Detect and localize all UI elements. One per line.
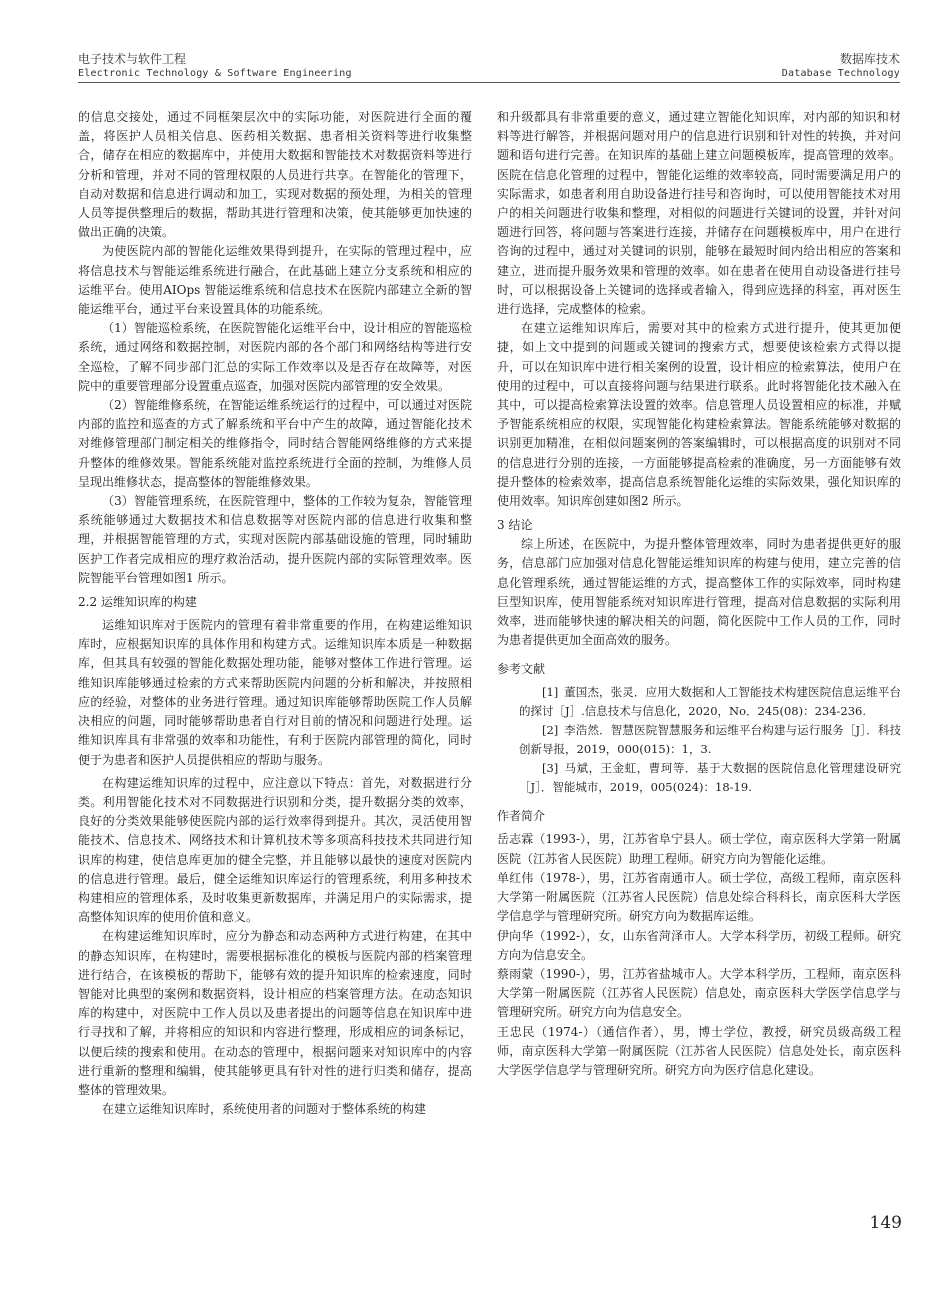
reference-item (497, 759, 901, 797)
reference-text: 马斌，王金虹，曹珂等．基于大数据的医院信息化管理建设研究［J］．智能城市，2019，005(024)：18-19. (519, 761, 901, 795)
author-bio: 岳志霖（1993-），男，江苏省阜宁县人。硕士学位，南京医科大学第一附属医院（江苏省人民医院）助理工程师。研究方向为智能化运维。 (497, 832, 901, 866)
paragraph: 运维知识库对于医院内的管理有着非常重要的作用，在构建运维知识库时，应根据知识库的具体作用和构建方式。运维知识库本质是一种数据库，但其具有较强的智能化数据处理功能，能够对整体工作进行管理。运维知识库能够通过检索的方式来帮助医院内问题的分析和解决，并按照相应的经验，对整体的业务进行管理。通过知识库能够帮助医院工作人员解决相应的问题，同时能够帮助患者自行对目前的情况和问题进行处理。运维知识库具有非常强的效率和功能性，有利于医院内部管理的简化，同时便于为患者和医护人员提供相应的帮助与服务。 (78, 618, 472, 767)
author-bio: 王忠民（1974-）（通信作者），男，博士学位，教授，研究员级高级工程师，南京医科大学第一附属医院（江苏省人民医院）信息处处长，南京医科大学医学信息学与管理研究所。研究方向为医疗信息化建设。 (497, 1024, 901, 1077)
section-title-en: Database Technology (781, 68, 900, 79)
author-bio: 蔡雨蒙（1990-），男，江苏省盐城市人。大学本科学历，工程师，南京医科大学第一附属医院（江苏省人民医院）信息处，南京医科大学医学信息学与管理研究所。研究方向为信息安全。 (497, 966, 901, 1020)
reference-item (497, 721, 901, 759)
paragraph: 和升级都具有非常重要的意义，通过建立智能化知识库，对内部的知识和材料等进行解答，并根据问题对用户的信息进行识别和针对性的转换，并对问题和语句进行完善。在知识库的基础上建立问题模板库，提高管理的效率。医院在信息化管理的过程中，智能化运维的效率较高，同时需要满足用户的实际需求，如患者利用自助设备进行挂号和咨询时，可以使用智能技术对用户的相关问题进行收集和整理，对相似的问题进行关键词的设置，并针对问题进行回答，将问题与答案进行连接，并储存在问题模板库中，用户在进行咨询的过程中，通过对关键词的识别，能够在最短时间内给出相应的答案和建立，进而提升服务效果和管理的效率。如在患者在使用自动设备进行挂号时，可以根据设备上关键词的选择或者输入，得到应选择的科室，再对医生进行选择，完成整体的检索。 (497, 110, 901, 317)
paragraph: 在建立运维知识库时，系统使用者的问题对于整体系统的构建 (102, 1102, 427, 1117)
section-heading: 2.2 运维知识库的构建 (78, 595, 197, 610)
paragraph: 在建立运维知识库后，需要对其中的检索方式进行提升，使其更加便捷，如上文中提到的问题或关键词的搜索方式，想要使该检索方式得以提升，可以在知识库中进行相关案例的设置，设计相应的检索算法，使用户在使用的过程中，可以直接将问题与结果进行联系。此时将智能化技术融入在其中，可以提高检索算法设置的效率。信息管理人员设置相应的标准，并赋予智能系统相应的权限，实现智能化构建检索算法。智能系统能够对数据的识别更加精准，在相似问题案例的答案编辑时，可以根据高度的识别对不同的信息进行分别的连接，一方面能够提高检索的准确度，另一方面能够有效提升整体的检索效率，提高信息系统智能化运维的实际效果，强化知识库的使用效率。知识库创建如图2 所示。 (497, 321, 901, 509)
reference-number: [1] (542, 685, 559, 700)
page-number: 149 (869, 1213, 902, 1233)
reference-number: [3] (542, 761, 559, 776)
paragraph: （1）智能巡检系统，在医院智能化运维平台中，设计相应的智能巡检系统，通过网络和数据控制，对医院内部的各个部门和网络结构等进行安全巡检，了解不同步部门汇总的实际工作效率以及是否存在故障等，对医院中的重要管理部分设置重点巡查，加强对医院内部管理的安全效果。 (78, 321, 472, 393)
section-title-cn: 数据库技术 (839, 52, 900, 66)
reference-item (497, 683, 901, 721)
header-rule (78, 82, 900, 83)
running-header-left (78, 52, 352, 81)
reference-text: 李浩然．智慧医院智慧服务和运维平台构建与运行服务［J］．科技创新导报，2019，000(015)：1，3. (519, 723, 901, 757)
author-bio: 单红伟（1978-），男，江苏省南通市人。硕士学位，高级工程师，南京医科大学第一附属医院（江苏省人民医院）信息处综合科科长，南京医科大学医学信息学与管理研究所。研究方向为数据库运维。 (497, 870, 901, 924)
journal-title-en: Electronic Technology & Software Engineering (78, 68, 352, 79)
paragraph: 在构建运维知识库时，应分为静态和动态两种方式进行构建，在其中的静态知识库，在构建时，需要根据标准化的模板与医院内部的档案管理进行结合，在该模板的帮助下，能够有效的提升知识库的检索速度，同时智能对比典型的案例和数据资料，设计相应的档案管理方法。在动态知识库的构建中，对医院中工作人员以及患者提出的问题等信息在知识库中进行寻找和了解，并将相应的知识和内容进行整理，形成相应的词条标记，以便后续的搜索和使用。在动态的管理中，根据问题来对知识库中的内容进行重新的整理和编辑，使其能够更具有针对性的进行归类和储存，提高整体的管理效果。 (78, 929, 472, 1097)
left-column (78, 108, 472, 1119)
paragraph: 为使医院内部的智能化运维效果得到提升，在实际的管理过程中，应将信息技术与智能运维系统进行融合，在此基础上建立分支系统和相应的运维平台。使用AIOps 智能运维系统和信息技术在医院内部建立全新的智能运维平台，通过平台来设置具体的功能系统。 (78, 244, 472, 317)
paragraph: （3）智能管理系统，在医院管理中，整体的工作较为复杂，智能管理系统能够通过大数据技术和信息数据等对医院内部的信息进行收集和整理，并根据智能管理的方式，实现对医院内部基础设施的管理，同时辅助医护工作者完成相应的理疗救治活动，提升医院内部的实际管理效率。医院智能平台管理如图1 所示。 (78, 494, 472, 585)
running-header-right (782, 52, 900, 81)
references-list (497, 683, 901, 797)
paragraph: 的信息交接处，通过不同框架层次中的实际功能，对医院进行全面的覆盖，将医护人员相关信息、医药相关数据、患者相关资料等进行收集整合，储存在相应的数据库中，并使用大数据和智能技术对数据资料等进行分析和管理，并对不同的管理权限的人员进行共享。在智能化的管理下，自动对数据和信息进行调动和加工，实现对数据的预处理，为相关的管理人员等提供整理后的数据，帮助其进行管理和决策，使其能够更加快速的做出正确的决策。 (78, 110, 472, 240)
paragraph: （2）智能维修系统，在智能运维系统运行的过程中，可以通过对医院内部的监控和巡查的方式了解系统和平台中产生的故障，通过智能化技术对维修管理部门制定相关的维修指令，同时结合智能网络维修的方式来提升整体的维修效果。智能系统能对监控系统进行全面的控制，为维修人员呈现出维修状态，提高整体的智能维修效果。 (78, 398, 472, 489)
author-bio-heading: 作者简介 (497, 809, 546, 824)
right-column (497, 108, 901, 1080)
references-heading: 参考文献 (497, 662, 546, 677)
reference-text: 董国杰，张灵．应用大数据和人工智能技术构建医院信息运维平台的探讨［J］.信息技术与信息化，2020，No．245(08)：234-236. (519, 685, 901, 719)
author-bio: 伊向华（1992-），女，山东省菏泽市人。大学本科学历，初级工程师。研究方向为信息安全。 (497, 928, 901, 962)
paragraph: 在构建运维知识库的过程中，应注意以下特点：首先，对数据进行分类。利用智能化技术对不同数据进行识别和分类，提升数据分类的效率，良好的分类效果能够使医院内部的运行效率得到提升。其次，灵活使用智能技术、信息技术、网络技术和计算机技术等多项高科技技术共同进行知识库的构建，使信息库更加的健全完整，并且能够以最快的速度对医院内的信息进行管理。最后，健全运维知识库运行的管理系统，利用多种技术构建相应的管理体系，及时收集更新数据库，并满足用户的实际需求，提高整体知识库的使用价值和意义。 (78, 775, 472, 925)
section-heading: 3 结论 (497, 518, 533, 533)
author-bio-list (497, 830, 901, 1080)
journal-title-cn: 电子技术与软件工程 (78, 52, 187, 66)
paragraph: 综上所述，在医院中，为提升整体管理效率，同时为患者提供更好的服务，信息部门应加强对信息化智能运维知识库的构建与使用，建立完善的信息化管理系统，通过智能运维的方式，提高整体工作的实际效率，同时构建巨型知识库，使用智能系统对知识库进行管理，提高对信息数据的实际利用效率，进而能够快速的解决相关的问题，简化医院中工作人员的工作，同时为患者提供更加全面高效的服务。 (497, 537, 901, 648)
reference-number: [2] (542, 723, 559, 738)
